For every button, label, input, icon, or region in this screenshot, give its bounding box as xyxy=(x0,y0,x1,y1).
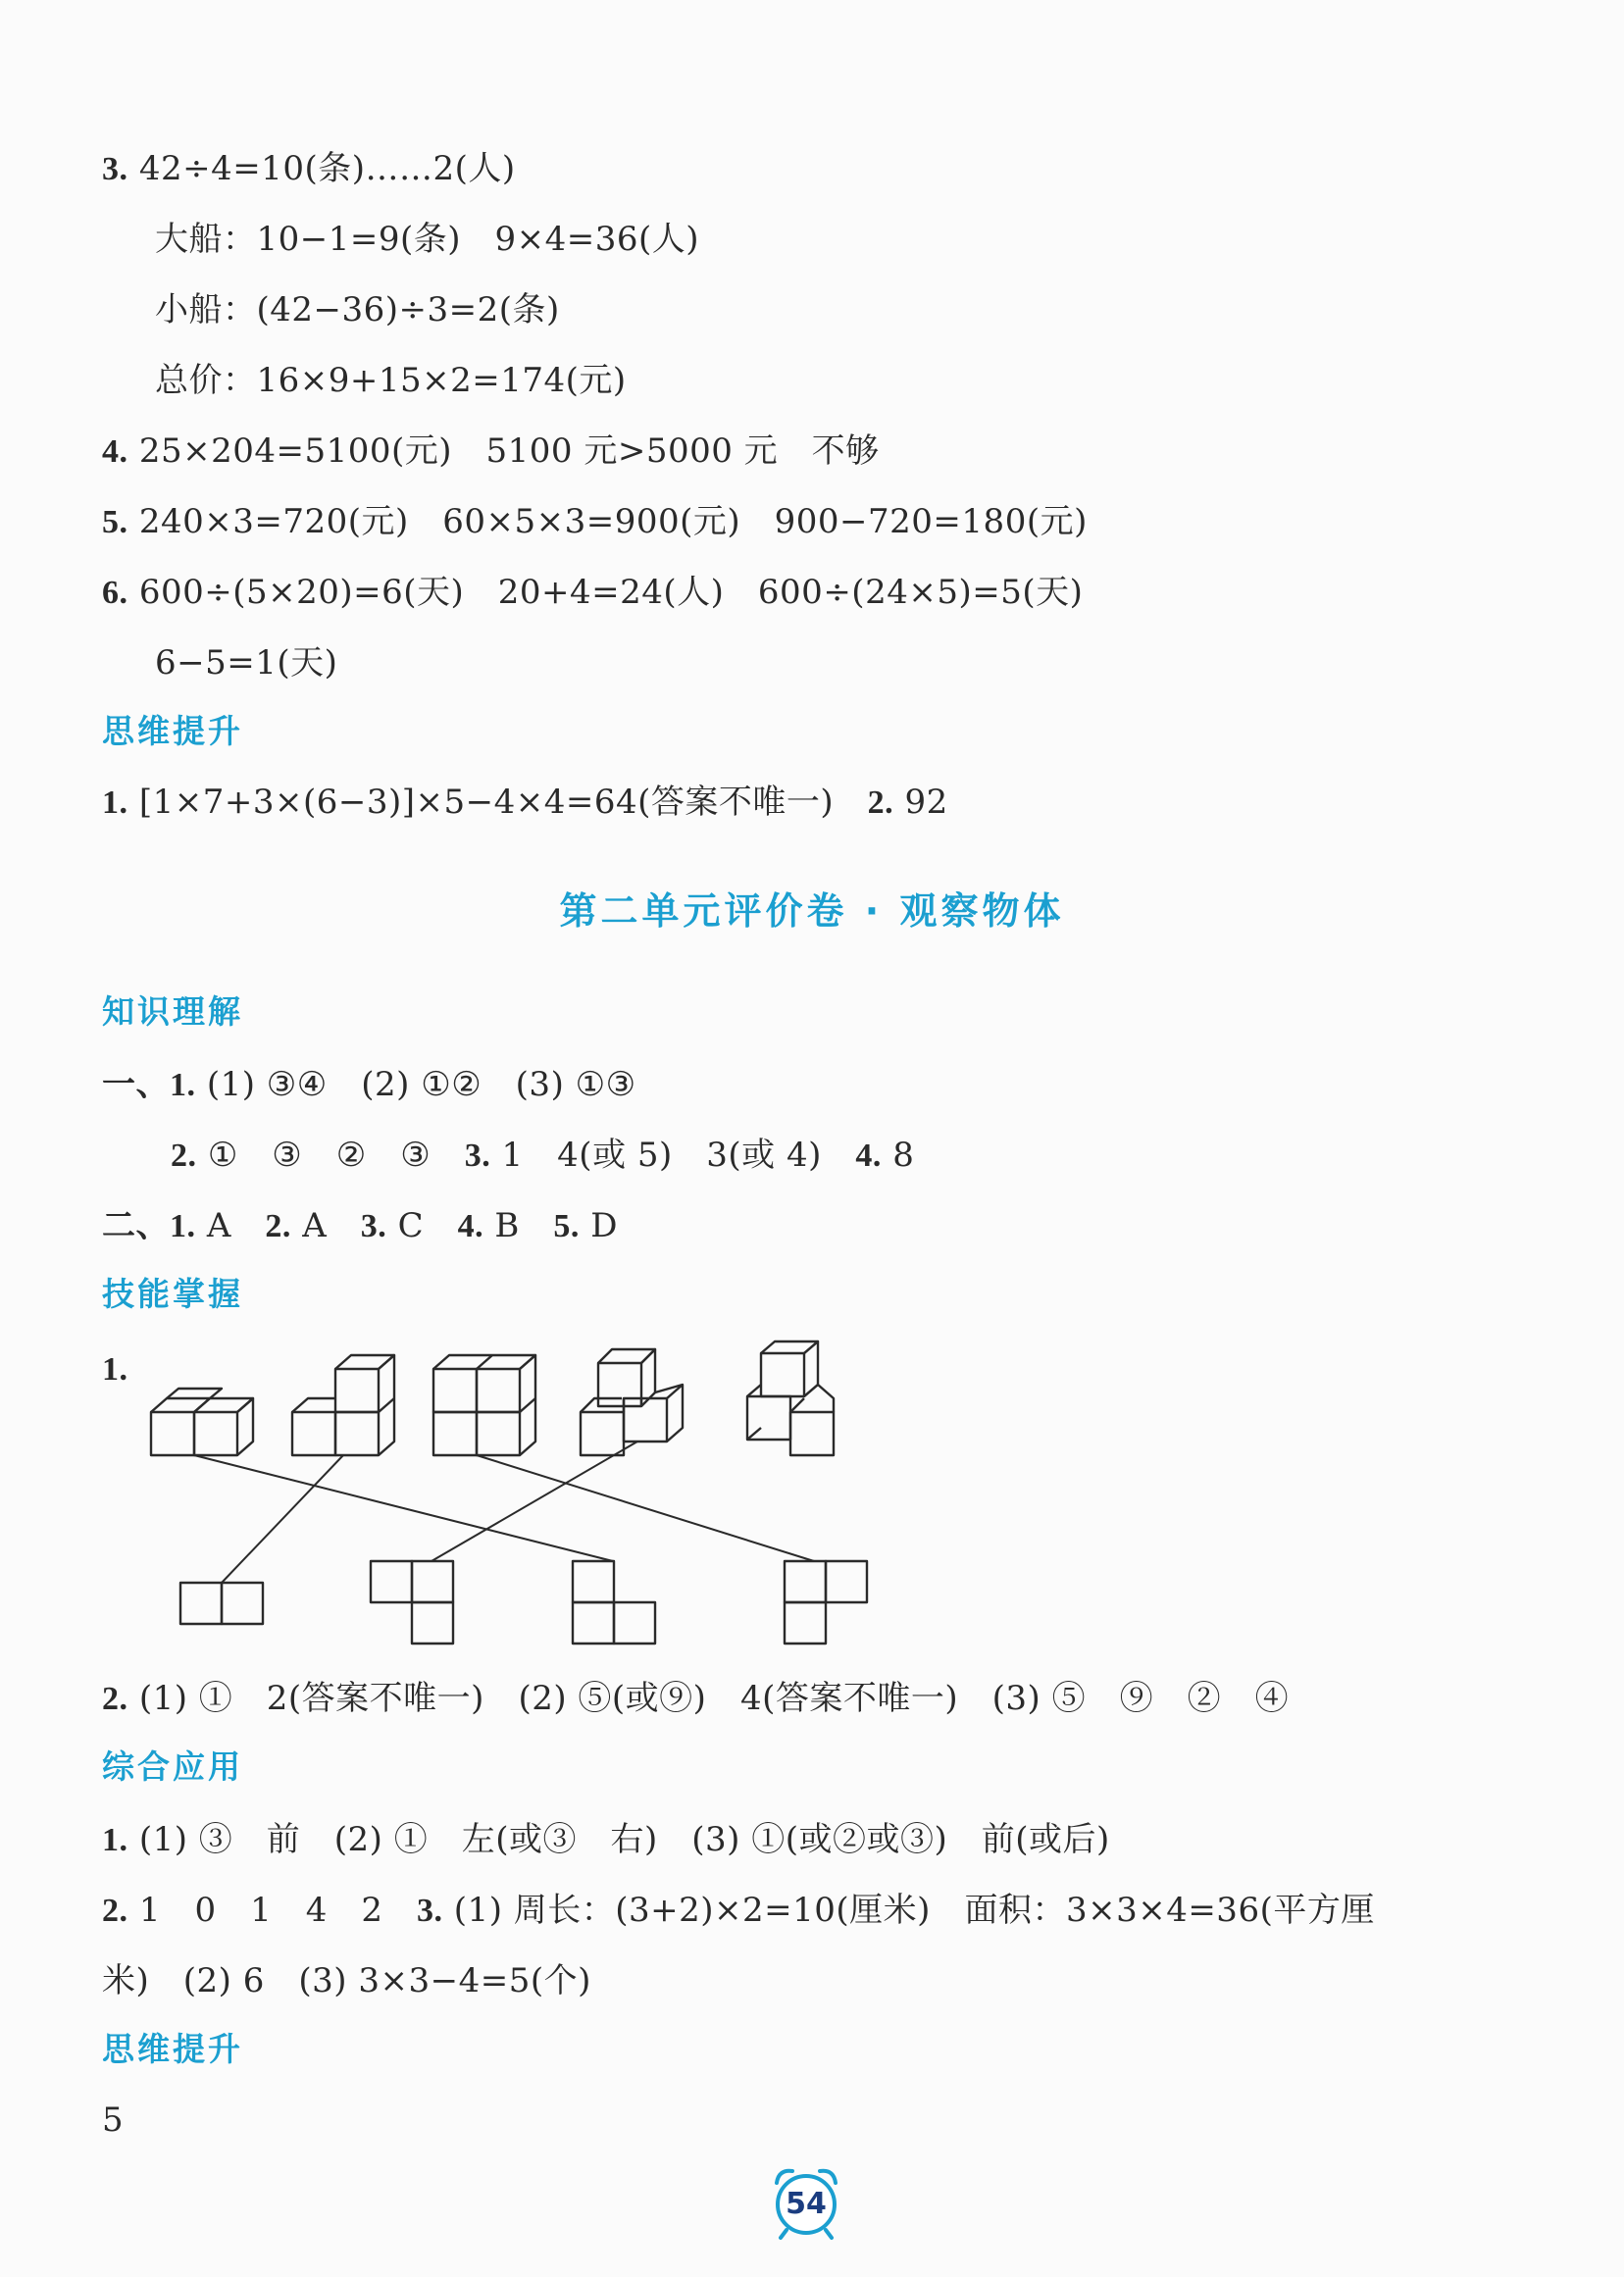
problem-3-line-2: 大船：10−1=9(条) 9×4=36(人) xyxy=(155,220,700,259)
text: 25×204=5100(元) 5100 元>5000 元 不够 xyxy=(138,431,880,471)
thinking-answers xyxy=(102,781,948,825)
page-number-badge xyxy=(767,2163,845,2242)
problem-number: 5. xyxy=(102,504,128,540)
view-shape-4 xyxy=(785,1561,867,1644)
unit-title: 第二单元评价卷 · 观察物体 xyxy=(559,889,1065,933)
text: 240×3=720(元) 60×5×3=900(元) 900−720=180(元) xyxy=(138,502,1088,541)
text: (1) ③④ (2) ①② (3) ①③ xyxy=(206,1065,636,1104)
problem-6-line-1 xyxy=(102,571,1083,615)
cube-matching-diagram xyxy=(137,1334,1118,1647)
problem-3-line-1 xyxy=(102,147,516,191)
section-heading-skills: 技能掌握 xyxy=(102,1275,243,1313)
cube-figure-4 xyxy=(581,1349,683,1455)
text: D xyxy=(590,1206,618,1245)
problem-number: 2. xyxy=(102,1681,128,1717)
cube-figure-1 xyxy=(151,1389,253,1455)
problem-number: 1. xyxy=(102,784,128,821)
problem-3-line-3: 小船：(42−36)÷3=2(条) xyxy=(155,290,560,329)
text: B xyxy=(494,1206,520,1245)
match-line-3 xyxy=(477,1455,814,1561)
text: C xyxy=(397,1206,425,1245)
problem-number: 3. xyxy=(464,1138,491,1174)
problem-number: 3. xyxy=(416,1893,443,1929)
view-shape-2 xyxy=(371,1561,453,1644)
view-shape-1 xyxy=(180,1583,263,1624)
matching-lines xyxy=(194,1442,814,1583)
problem-number: 2. xyxy=(867,784,894,821)
text: (1) ③ 前 (2) ① 左(或③ 右) (3) ①(或②或③) 前(或后) xyxy=(138,1820,1110,1859)
problem-number: 2. xyxy=(171,1138,197,1174)
problem-number: 2. xyxy=(102,1893,128,1929)
problem-5 xyxy=(102,500,1088,544)
application-q2-q3 xyxy=(102,1889,1375,1933)
knowledge-part-1-line-2 xyxy=(171,1134,914,1178)
text: A xyxy=(206,1206,231,1245)
application-q3-continued: 米) (2) 6 (3) 3×3−4=5(个) xyxy=(102,1961,591,2000)
problem-number: 二、1. xyxy=(102,1208,196,1244)
knowledge-part-1-line-1 xyxy=(102,1063,636,1107)
section-heading-application: 综合应用 xyxy=(102,1747,243,1786)
text: 8 xyxy=(892,1136,915,1175)
problem-number: 1. xyxy=(102,1822,128,1858)
problem-3-line-4: 总价：16×9+15×2=174(元) xyxy=(155,361,627,400)
problem-6-line-2: 6−5=1(天) xyxy=(155,643,338,683)
problem-number: 1. xyxy=(102,1351,128,1388)
problem-number: 一、1. xyxy=(102,1067,196,1103)
view-shape-3 xyxy=(573,1561,655,1644)
text: [1×7+3×(6−3)]×5−4×4=64(答案不唯一) xyxy=(138,783,835,822)
problem-number: 4. xyxy=(855,1138,882,1174)
section-heading-thinking: 思维提升 xyxy=(102,712,243,750)
cube-figure-2 xyxy=(292,1355,394,1455)
text: 92 xyxy=(904,783,948,822)
text: (1) ① 2(答案不唯一) (2) ⑤(或⑨) 4(答案不唯一) (3) ⑤ ⑨ ② ④ xyxy=(138,1679,1290,1718)
problem-number: 2. xyxy=(265,1208,291,1244)
text: (1) 周长：(3+2)×2=10(厘米) 面积：3×3×4=36(平方厘 xyxy=(453,1891,1375,1930)
problem-number: 6. xyxy=(102,575,128,611)
section-heading-knowledge: 知识理解 xyxy=(102,992,243,1031)
problem-number: 5. xyxy=(553,1208,580,1244)
text: ① ③ ② ③ xyxy=(207,1136,431,1175)
problem-4 xyxy=(102,430,880,474)
application-q1 xyxy=(102,1818,1110,1862)
page-number: 54 xyxy=(786,2187,827,2221)
cube-figure-3 xyxy=(433,1355,535,1455)
text: 1 0 1 4 2 xyxy=(138,1891,383,1930)
match-line-5 xyxy=(431,1442,637,1561)
problem-number: 4. xyxy=(102,433,128,470)
match-line-2 xyxy=(222,1455,343,1583)
text: A xyxy=(302,1206,328,1245)
knowledge-part-2 xyxy=(102,1204,618,1248)
section-heading-thinking-2: 思维提升 xyxy=(102,2030,243,2068)
skills-q1-number xyxy=(102,1347,128,1392)
text: 600÷(5×20)=6(天) 20+4=24(人) 600÷(24×5)=5(天) xyxy=(138,573,1084,612)
text: 1 4(或 5) 3(或 4) xyxy=(501,1136,822,1175)
problem-number: 3. xyxy=(102,151,128,187)
problem-number: 4. xyxy=(457,1208,484,1244)
cube-figure-5 xyxy=(747,1341,834,1455)
trailing-number: 5 xyxy=(102,2100,125,2140)
text: 42÷4=10(条)……2(人) xyxy=(138,149,516,188)
problem-number: 3. xyxy=(360,1208,387,1244)
skills-q2 xyxy=(102,1677,1289,1721)
